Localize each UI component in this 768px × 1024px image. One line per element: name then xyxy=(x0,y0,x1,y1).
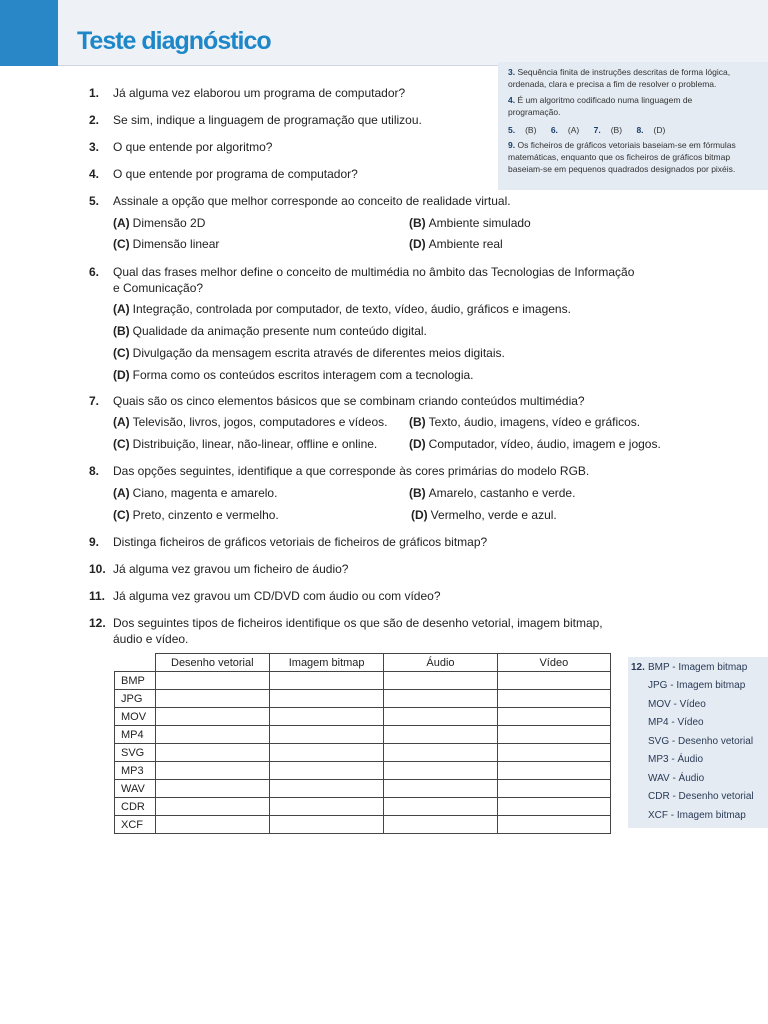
question-number: 8. xyxy=(89,464,100,478)
option-text: Texto, áudio, imagens, vídeo e gráficos. xyxy=(428,415,641,429)
question-number: 4. xyxy=(89,167,100,181)
row-label: MOV xyxy=(115,708,156,726)
key-item: BMP - Imagem bitmap xyxy=(648,662,748,673)
question-12-cont xyxy=(113,632,188,646)
cell-video[interactable] xyxy=(497,744,610,762)
option-label: (A) xyxy=(113,216,130,230)
cell-video[interactable] xyxy=(497,798,610,816)
answer-7-num: 7. xyxy=(593,125,601,135)
cell-video[interactable] xyxy=(497,708,610,726)
option-text: Ambiente real xyxy=(428,237,503,251)
option-label: (D) xyxy=(409,237,426,251)
option-label: (B) xyxy=(409,486,426,500)
option-text: Divulgação da mensagem escrita através de diferentes meios digitais. xyxy=(132,346,505,360)
row-label: MP3 xyxy=(115,762,156,780)
cell-video[interactable] xyxy=(497,726,610,744)
answer-5-val: (B) xyxy=(525,125,537,135)
option-8c xyxy=(113,508,279,522)
cell-desenho-vetorial[interactable] xyxy=(155,672,269,690)
answer-9-text: Os ficheiros de gráficos vetoriais baseiam-se em fórmulas matemáticas, enquanto que os ficheiros de gráficos bitmap baseiam-se em pequenos quadrados designados por pixéis. xyxy=(508,140,736,174)
header-audio: Áudio xyxy=(384,654,497,672)
option-7c xyxy=(113,437,377,451)
cell-audio[interactable] xyxy=(384,780,497,798)
option-label: (D) xyxy=(113,368,130,382)
answer-6-num: 6. xyxy=(550,125,558,135)
option-label: (A) xyxy=(113,302,130,316)
table-row xyxy=(115,780,611,798)
cell-desenho-vetorial[interactable] xyxy=(155,744,269,762)
question-6-cont xyxy=(113,281,203,295)
cell-audio[interactable] xyxy=(384,690,497,708)
answer-5-num: 5. xyxy=(508,125,516,135)
row-label: XCF xyxy=(115,816,156,834)
option-6d xyxy=(113,368,474,382)
option-text: Computador, vídeo, áudio, imagem e jogos. xyxy=(428,437,661,451)
question-text: Qual das frases melhor define o conceito de multimédia no âmbito das Tecnologias de Informação xyxy=(113,265,635,279)
option-label: (C) xyxy=(113,508,130,522)
option-7d xyxy=(409,437,661,451)
option-5a xyxy=(113,216,205,230)
cell-video[interactable] xyxy=(497,780,610,798)
key-item: MOV - Vídeo xyxy=(648,699,706,710)
question-text: Se sim, indique a linguagem de programação que utilizou. xyxy=(113,113,422,127)
cell-audio[interactable] xyxy=(384,672,497,690)
option-6a xyxy=(113,302,571,316)
option-text: Dimensão linear xyxy=(132,237,220,251)
option-text: Qualidade da animação presente num conteúdo digital. xyxy=(132,324,427,338)
accent-block xyxy=(0,0,58,66)
question-text: Dos seguintes tipos de ficheiros identifique os que são de desenho vetorial, imagem bitmap, xyxy=(113,616,603,630)
cell-video[interactable] xyxy=(497,762,610,780)
table-row xyxy=(115,690,611,708)
row-label: WAV xyxy=(115,780,156,798)
question-text: Já alguma vez gravou um CD/DVD com áudio ou com vídeo? xyxy=(113,589,441,603)
cell-desenho-vetorial[interactable] xyxy=(155,762,269,780)
cell-video[interactable] xyxy=(497,690,610,708)
cell-imagem-bitmap[interactable] xyxy=(269,816,383,834)
key-item: WAV - Áudio xyxy=(648,773,705,784)
option-label: (C) xyxy=(113,346,130,360)
question-number: 5. xyxy=(89,194,100,208)
key-item: MP3 - Áudio xyxy=(648,754,704,765)
answer-short-row xyxy=(508,124,665,136)
cell-imagem-bitmap[interactable] xyxy=(269,762,383,780)
answer-key-box xyxy=(628,657,768,828)
question-text: Já alguma vez gravou um ficheiro de áudio? xyxy=(113,562,349,576)
cell-imagem-bitmap[interactable] xyxy=(269,744,383,762)
table-row xyxy=(115,798,611,816)
answer-9: 9. Os ficheiros de gráficos vetoriais baseiam-se em fórmulas matemáticas, enquanto que os ficheiros de gráficos bitmap baseiam-se em pequenos quadrados designados por pixéis. xyxy=(508,140,736,174)
cell-imagem-bitmap[interactable] xyxy=(269,726,383,744)
table-header-row xyxy=(115,654,611,672)
question-text-continued: e Comunicação? xyxy=(113,281,204,295)
table-row xyxy=(115,816,611,834)
key-item: XCF - Imagem bitmap xyxy=(648,810,746,821)
row-label: MP4 xyxy=(115,726,156,744)
cell-desenho-vetorial[interactable] xyxy=(155,726,269,744)
answer-6-val: (A) xyxy=(567,125,580,135)
cell-imagem-bitmap[interactable] xyxy=(269,672,383,690)
answer-7-val: (B) xyxy=(610,125,623,135)
option-8b xyxy=(409,486,575,500)
header-desenho-vetorial: Desenho vetorial xyxy=(155,654,269,672)
cell-desenho-vetorial[interactable] xyxy=(155,690,269,708)
option-text: Dimensão 2D xyxy=(132,216,206,230)
question-number: 2. xyxy=(89,113,100,127)
option-text: Ciano, magenta e amarelo. xyxy=(132,486,278,500)
cell-audio[interactable] xyxy=(384,708,497,726)
cell-desenho-vetorial[interactable] xyxy=(155,708,269,726)
option-label: (B) xyxy=(113,324,130,338)
cell-desenho-vetorial[interactable] xyxy=(155,780,269,798)
cell-video[interactable] xyxy=(497,672,610,690)
answer-4: 4. É um algoritmo codificado numa linguagem de programação. xyxy=(508,95,693,117)
option-text: Vermelho, verde e azul. xyxy=(430,508,557,522)
key-item: JPG - Imagem bitmap xyxy=(648,680,746,691)
question-text: O que entende por programa de computador? xyxy=(113,167,358,181)
option-label: (C) xyxy=(113,237,130,251)
key-item: CDR - Desenho vetorial xyxy=(648,791,754,802)
cell-imagem-bitmap[interactable] xyxy=(269,708,383,726)
option-label: (D) xyxy=(411,508,428,522)
option-label: (B) xyxy=(409,415,426,429)
question-text: Quais são os cinco elementos básicos que se combinam criando conteúdos multimédia? xyxy=(113,394,585,408)
row-label: JPG xyxy=(115,690,156,708)
question-number: 11. xyxy=(89,589,106,603)
cell-desenho-vetorial[interactable] xyxy=(155,816,269,834)
option-8a xyxy=(113,486,277,500)
question-text: Das opções seguintes, identifique a que corresponde às cores primárias do modelo RGB. xyxy=(113,464,590,478)
answers-box xyxy=(498,62,768,190)
question-text: O que entende por algoritmo? xyxy=(113,140,273,154)
header-video: Vídeo xyxy=(497,654,610,672)
option-text: Amarelo, castanho e verde. xyxy=(428,486,576,500)
cell-audio[interactable] xyxy=(384,798,497,816)
option-text: Distribuição, linear, não-linear, offline e online. xyxy=(132,437,378,451)
question-number: 12. xyxy=(89,616,106,630)
answer-8-val: (D) xyxy=(653,125,666,135)
cell-audio[interactable] xyxy=(384,816,497,834)
page-title: Teste diagnóstico xyxy=(77,27,271,55)
question-text: Distinga ficheiros de gráficos vetoriais de ficheiros de gráficos bitmap? xyxy=(113,535,488,549)
cell-imagem-bitmap[interactable] xyxy=(269,690,383,708)
option-6b xyxy=(113,324,427,338)
header-imagem-bitmap: Imagem bitmap xyxy=(269,654,383,672)
option-5c xyxy=(113,237,219,251)
option-8d xyxy=(411,508,557,522)
cell-imagem-bitmap[interactable] xyxy=(269,780,383,798)
question-number: 6. xyxy=(89,265,100,279)
question-text: Já alguma vez elaborou um programa de computador? xyxy=(113,86,406,100)
question-number: 9. xyxy=(89,535,100,549)
option-text: Ambiente simulado xyxy=(428,216,531,230)
option-label: (D) xyxy=(409,437,426,451)
question-number: 3. xyxy=(89,140,100,154)
cell-audio[interactable] xyxy=(384,744,497,762)
option-7b xyxy=(409,415,640,429)
cell-audio[interactable] xyxy=(384,726,497,744)
answer-3: 3. Sequência finita de instruções descritas de forma lógica, ordenada, clara e precisa a fim de resolver o problema. xyxy=(508,67,731,89)
option-text: Preto, cinzento e vermelho. xyxy=(132,508,279,522)
key-item: SVG - Desenho vetorial xyxy=(648,736,754,747)
option-text: Integração, controlada por computador, de texto, vídeo, áudio, gráficos e imagens. xyxy=(132,302,571,316)
option-6c xyxy=(113,346,505,360)
table-row xyxy=(115,708,611,726)
table-corner xyxy=(115,654,156,672)
question-number: 7. xyxy=(89,394,100,408)
row-label: SVG xyxy=(115,744,156,762)
cell-video[interactable] xyxy=(497,816,610,834)
option-5b xyxy=(409,216,531,230)
table-row xyxy=(115,726,611,744)
question-text-continued: áudio e vídeo. xyxy=(113,632,189,646)
option-5d xyxy=(409,237,503,251)
row-label: CDR xyxy=(115,798,156,816)
answer-key-number: 12. xyxy=(631,662,645,673)
table-row xyxy=(115,744,611,762)
option-label: (C) xyxy=(113,437,130,451)
file-type-table xyxy=(114,653,611,834)
answer-4-text: É um algoritmo codificado numa linguagem de programação. xyxy=(508,95,693,117)
option-7a xyxy=(113,415,387,429)
answer-8-num: 8. xyxy=(636,125,644,135)
option-label: (A) xyxy=(113,486,130,500)
option-text: Televisão, livros, jogos, computadores e vídeos. xyxy=(132,415,388,429)
option-label: (A) xyxy=(113,415,130,429)
table-row xyxy=(115,672,611,690)
cell-desenho-vetorial[interactable] xyxy=(155,798,269,816)
option-label: (B) xyxy=(409,216,426,230)
option-text: Forma como os conteúdos escritos interagem com a tecnologia. xyxy=(132,368,474,382)
key-item: MP4 - Vídeo xyxy=(648,717,704,728)
question-number: 1. xyxy=(89,86,100,100)
question-number: 10. xyxy=(89,562,106,576)
question-text: Assinale a opção que melhor corresponde ao conceito de realidade virtual. xyxy=(113,194,511,208)
cell-audio[interactable] xyxy=(384,762,497,780)
table-row xyxy=(115,762,611,780)
answer-3-text: Sequência finita de instruções descritas de forma lógica, ordenada, clara e precisa a fim de resolver o problema. xyxy=(508,67,731,89)
row-label: BMP xyxy=(115,672,156,690)
cell-imagem-bitmap[interactable] xyxy=(269,798,383,816)
